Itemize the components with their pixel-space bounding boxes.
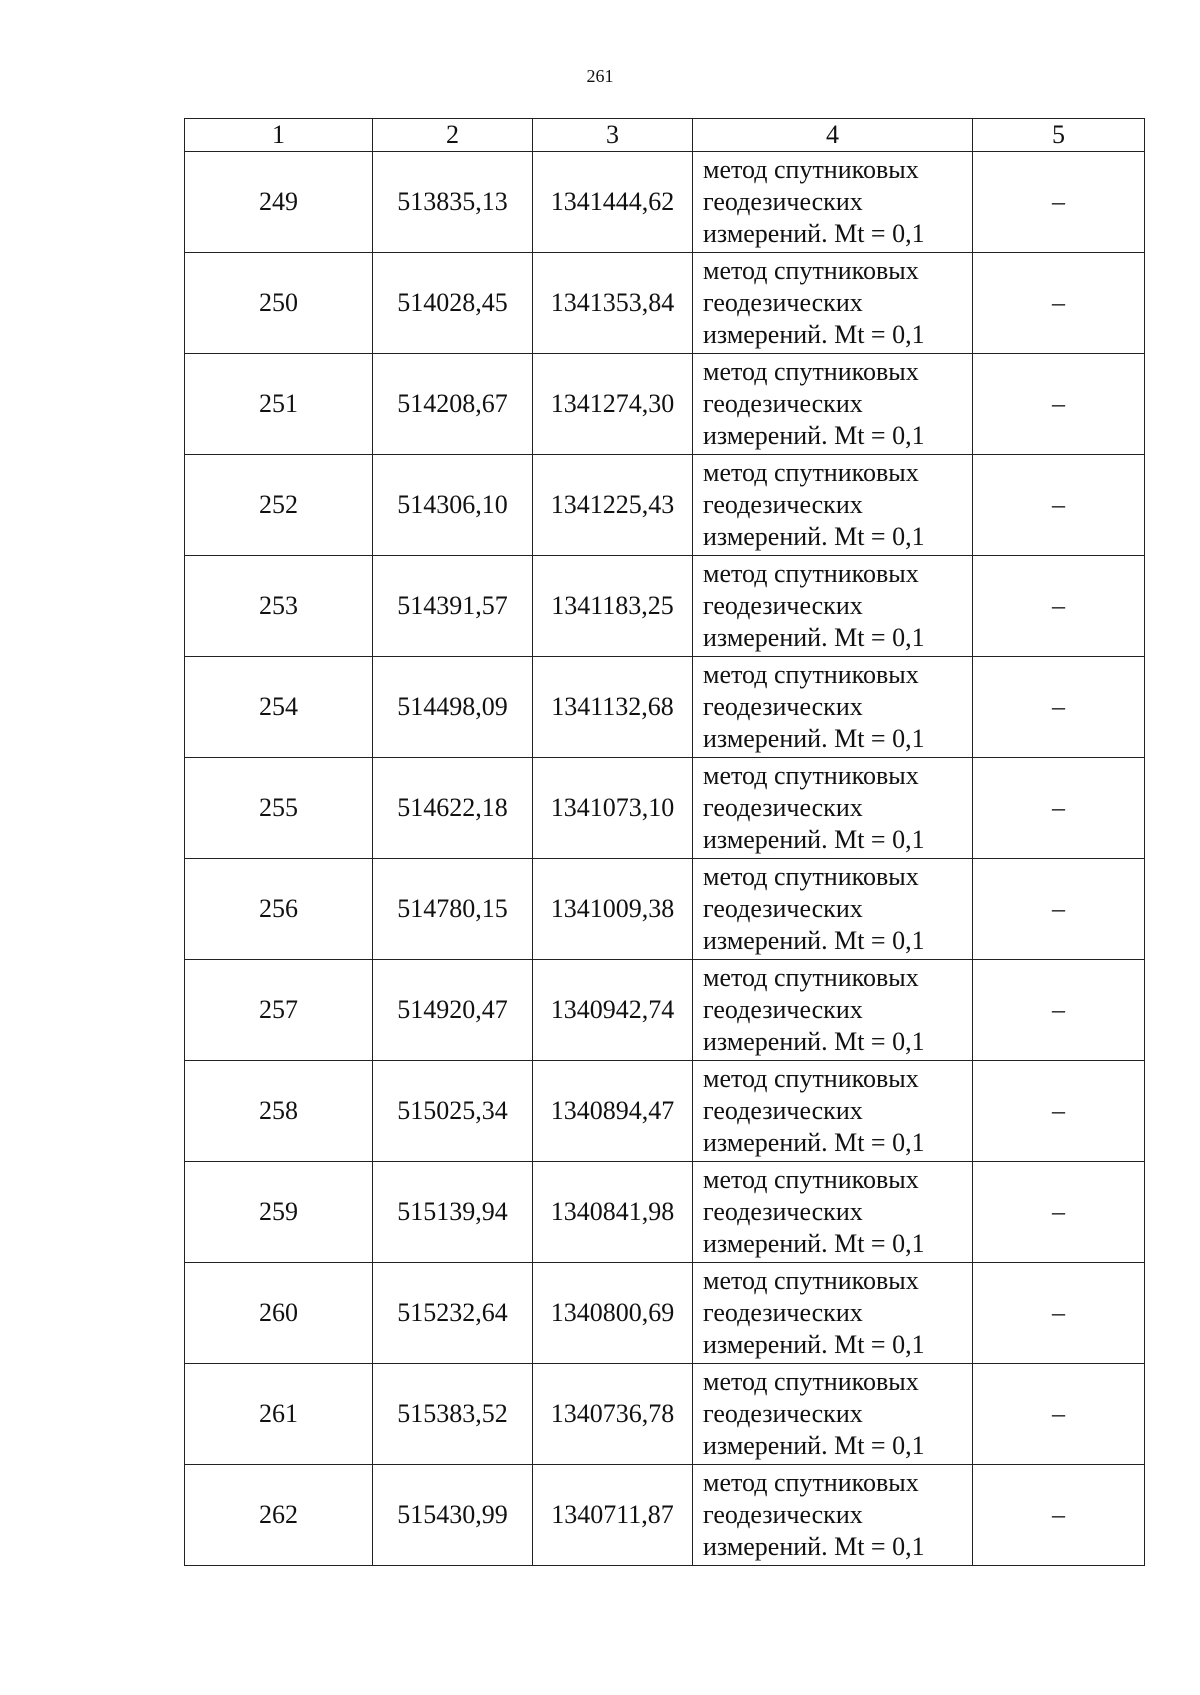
cell-method: метод спутниковых геодезических измерений. Mt = 0,1 [693, 253, 973, 354]
cell-y-coordinate: 1341183,25 [533, 556, 693, 657]
cell-note: – [973, 657, 1145, 758]
table-row [185, 960, 1145, 1061]
cell-point-number: 260 [185, 1263, 373, 1364]
cell-method: метод спутниковых геодезических измерений. Mt = 0,1 [693, 859, 973, 960]
table-row [185, 1162, 1145, 1263]
cell-method: метод спутниковых геодезических измерений. Mt = 0,1 [693, 657, 973, 758]
cell-note: – [973, 758, 1145, 859]
cell-note: – [973, 354, 1145, 455]
cell-y-coordinate: 1340711,87 [533, 1465, 693, 1566]
cell-point-number: 252 [185, 455, 373, 556]
column-header-1: 1 [185, 119, 373, 152]
cell-x-coordinate: 515430,99 [373, 1465, 533, 1566]
cell-y-coordinate: 1340942,74 [533, 960, 693, 1061]
cell-x-coordinate: 514622,18 [373, 758, 533, 859]
cell-note: – [973, 1162, 1145, 1263]
cell-point-number: 256 [185, 859, 373, 960]
table-row [185, 253, 1145, 354]
cell-point-number: 261 [185, 1364, 373, 1465]
cell-point-number: 254 [185, 657, 373, 758]
cell-x-coordinate: 513835,13 [373, 152, 533, 253]
cell-x-coordinate: 514306,10 [373, 455, 533, 556]
cell-x-coordinate: 514028,45 [373, 253, 533, 354]
cell-y-coordinate: 1340894,47 [533, 1061, 693, 1162]
cell-y-coordinate: 1340800,69 [533, 1263, 693, 1364]
cell-method: метод спутниковых геодезических измерений. Mt = 0,1 [693, 556, 973, 657]
cell-method: метод спутниковых геодезических измерений. Mt = 0,1 [693, 1465, 973, 1566]
cell-y-coordinate: 1341132,68 [533, 657, 693, 758]
cell-method: метод спутниковых геодезических измерений. Mt = 0,1 [693, 1364, 973, 1465]
cell-x-coordinate: 515232,64 [373, 1263, 533, 1364]
table-row [185, 1263, 1145, 1364]
cell-note: – [973, 1061, 1145, 1162]
cell-note: – [973, 556, 1145, 657]
cell-note: – [973, 1263, 1145, 1364]
cell-point-number: 249 [185, 152, 373, 253]
cell-note: – [973, 455, 1145, 556]
cell-y-coordinate: 1340736,78 [533, 1364, 693, 1465]
cell-method: метод спутниковых геодезических измерений. Mt = 0,1 [693, 152, 973, 253]
cell-point-number: 253 [185, 556, 373, 657]
cell-point-number: 251 [185, 354, 373, 455]
table-row [185, 354, 1145, 455]
coordinates-table [184, 118, 1145, 1566]
cell-y-coordinate: 1340841,98 [533, 1162, 693, 1263]
cell-point-number: 250 [185, 253, 373, 354]
cell-x-coordinate: 514920,47 [373, 960, 533, 1061]
cell-y-coordinate: 1341073,10 [533, 758, 693, 859]
cell-point-number: 257 [185, 960, 373, 1061]
cell-note: – [973, 152, 1145, 253]
page-number: 261 [586, 66, 614, 86]
cell-x-coordinate: 514780,15 [373, 859, 533, 960]
cell-note: – [973, 1465, 1145, 1566]
cell-x-coordinate: 514391,57 [373, 556, 533, 657]
cell-point-number: 258 [185, 1061, 373, 1162]
table-body [185, 152, 1145, 1566]
table-row [185, 152, 1145, 253]
cell-point-number: 255 [185, 758, 373, 859]
cell-x-coordinate: 514498,09 [373, 657, 533, 758]
cell-x-coordinate: 515025,34 [373, 1061, 533, 1162]
cell-note: – [973, 253, 1145, 354]
table-row [185, 859, 1145, 960]
table-row [185, 556, 1145, 657]
cell-method: метод спутниковых геодезических измерений. Mt = 0,1 [693, 758, 973, 859]
cell-y-coordinate: 1341274,30 [533, 354, 693, 455]
cell-method: метод спутниковых геодезических измерений. Mt = 0,1 [693, 455, 973, 556]
cell-x-coordinate: 514208,67 [373, 354, 533, 455]
column-header-2: 2 [373, 119, 533, 152]
table-row [185, 758, 1145, 859]
column-header-3: 3 [533, 119, 693, 152]
table-row [185, 1364, 1145, 1465]
cell-x-coordinate: 515139,94 [373, 1162, 533, 1263]
cell-method: метод спутниковых геодезических измерений. Mt = 0,1 [693, 1263, 973, 1364]
header-row [185, 119, 1145, 152]
cell-method: метод спутниковых геодезических измерений. Mt = 0,1 [693, 1162, 973, 1263]
cell-method: метод спутниковых геодезических измерений. Mt = 0,1 [693, 1061, 973, 1162]
cell-point-number: 262 [185, 1465, 373, 1566]
cell-note: – [973, 859, 1145, 960]
column-header-5: 5 [973, 119, 1145, 152]
table-row [185, 657, 1145, 758]
table-row [185, 455, 1145, 556]
cell-method: метод спутниковых геодезических измерений. Mt = 0,1 [693, 960, 973, 1061]
cell-note: – [973, 1364, 1145, 1465]
column-header-4: 4 [693, 119, 973, 152]
cell-y-coordinate: 1341225,43 [533, 455, 693, 556]
cell-point-number: 259 [185, 1162, 373, 1263]
table-row [185, 1465, 1145, 1566]
cell-method: метод спутниковых геодезических измерений. Mt = 0,1 [693, 354, 973, 455]
cell-x-coordinate: 515383,52 [373, 1364, 533, 1465]
cell-note: – [973, 960, 1145, 1061]
cell-y-coordinate: 1341444,62 [533, 152, 693, 253]
table-row [185, 1061, 1145, 1162]
cell-y-coordinate: 1341009,38 [533, 859, 693, 960]
cell-y-coordinate: 1341353,84 [533, 253, 693, 354]
